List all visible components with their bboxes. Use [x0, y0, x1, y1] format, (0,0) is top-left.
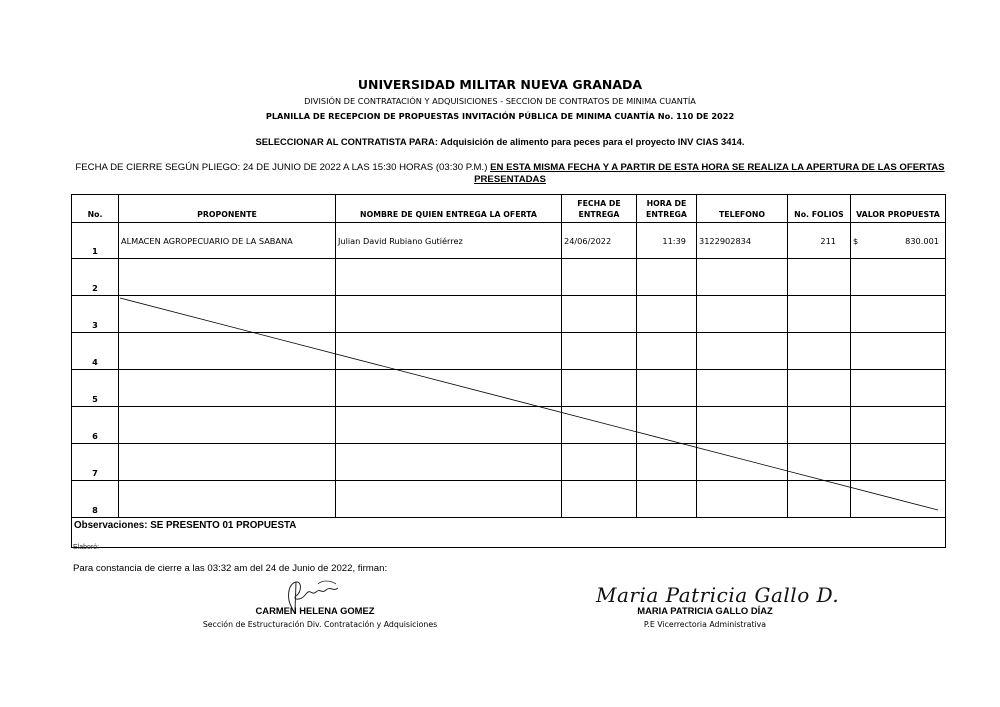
table-row	[72, 296, 946, 333]
signer-1-role: Sección de Estructuración Div. Contratación y Adquisiciones	[202, 620, 438, 629]
constancia-text: Para constancia de cierre a las 03:32 am del 24 de Junio de 2022, firman:	[73, 563, 388, 574]
row-number: 7	[72, 444, 119, 481]
table-row	[72, 481, 946, 518]
table-row	[72, 223, 946, 259]
table-row	[72, 333, 946, 370]
row-number: 8	[72, 481, 119, 518]
table-row	[72, 370, 946, 407]
column-header: No.	[72, 195, 119, 223]
row-number: 4	[72, 333, 119, 370]
column-header: HORA DE ENTREGA	[637, 195, 697, 223]
select-label: SELECCIONAR AL CONTRATISTA PARA:	[255, 136, 438, 147]
column-header: TELEFONO	[697, 195, 788, 223]
elaboro-label: Elaboró:	[73, 544, 100, 551]
telefono-cell: 3122902834	[697, 223, 788, 259]
proponente-cell: ALMACEN AGROPECUARIO DE LA SABANA	[119, 223, 336, 259]
signer-2-role: P.E Vicerrectoria Administrativa	[643, 620, 767, 629]
row-number: 1	[72, 223, 119, 259]
signer-2-name: MARIA PATRICIA GALLO DÍAZ	[637, 605, 773, 616]
planilla-subtitle: PLANILLA DE RECEPCION DE PROPUESTAS INVITACIÓN PÚBLICA DE MINIMA CUANTÍA No. 110 DE 2022	[265, 111, 735, 121]
table-header-row	[72, 195, 946, 223]
column-header: VALOR PROPUESTA	[851, 195, 946, 223]
valor-cell	[851, 223, 946, 259]
table-row	[72, 259, 946, 296]
fecha-cell: 24/06/2022	[562, 223, 637, 259]
row-number: 6	[72, 407, 119, 444]
select-contractor-line	[0, 136, 1000, 147]
division-subtitle: DIVISIÓN DE CONTRATACIÓN Y ADQUISICIONES - SECCION DE CONTRATOS DE MINIMA CUANTÍA	[304, 96, 696, 106]
select-value: Adquisición de alimento para peces para el proyecto INV CIAS 3414.	[440, 136, 745, 147]
row-number: 5	[72, 370, 119, 407]
nombre-cell: Julian David Rubiano Gutiérrez	[336, 223, 562, 259]
table-row	[72, 444, 946, 481]
document-title: UNIVERSIDAD MILITAR NUEVA GRANADA	[357, 77, 643, 92]
proposals-table	[71, 194, 946, 548]
closing-date-underlined: EN ESTA MISMA FECHA Y A PARTIR DE ESTA HORA SE REALIZA LA APERTURA DE LAS OFERTAS PRESENTADAS	[474, 162, 945, 185]
column-header: FECHA DE ENTREGA	[562, 195, 637, 223]
closing-date-line	[70, 162, 950, 186]
signer-2-signature: Maria Patricia Gallo D.	[596, 583, 840, 607]
row-number: 2	[72, 259, 119, 296]
observations-cell: Observaciones: SE PRESENTO 01 PROPUESTA	[72, 518, 946, 548]
observations-row	[72, 518, 946, 548]
closing-date-text: FECHA DE CIERRE SEGÚN PLIEGO: 24 DE JUNIO DE 2022 A LAS 15:30 HORAS (03:30 P.M.)	[75, 162, 488, 173]
valor-amount: 830.001	[905, 236, 939, 246]
currency-symbol: $	[853, 236, 859, 246]
column-header: No. FOLIOS	[788, 195, 851, 223]
folios-cell: 211	[788, 223, 851, 259]
column-header: NOMBRE DE QUIEN ENTREGA LA OFERTA	[336, 195, 562, 223]
hora-cell: 11:39	[637, 223, 697, 259]
row-number: 3	[72, 296, 119, 333]
signer-1-name: CARMEN HELENA GOMEZ	[255, 605, 375, 616]
column-header: PROPONENTE	[119, 195, 336, 223]
table-row	[72, 407, 946, 444]
